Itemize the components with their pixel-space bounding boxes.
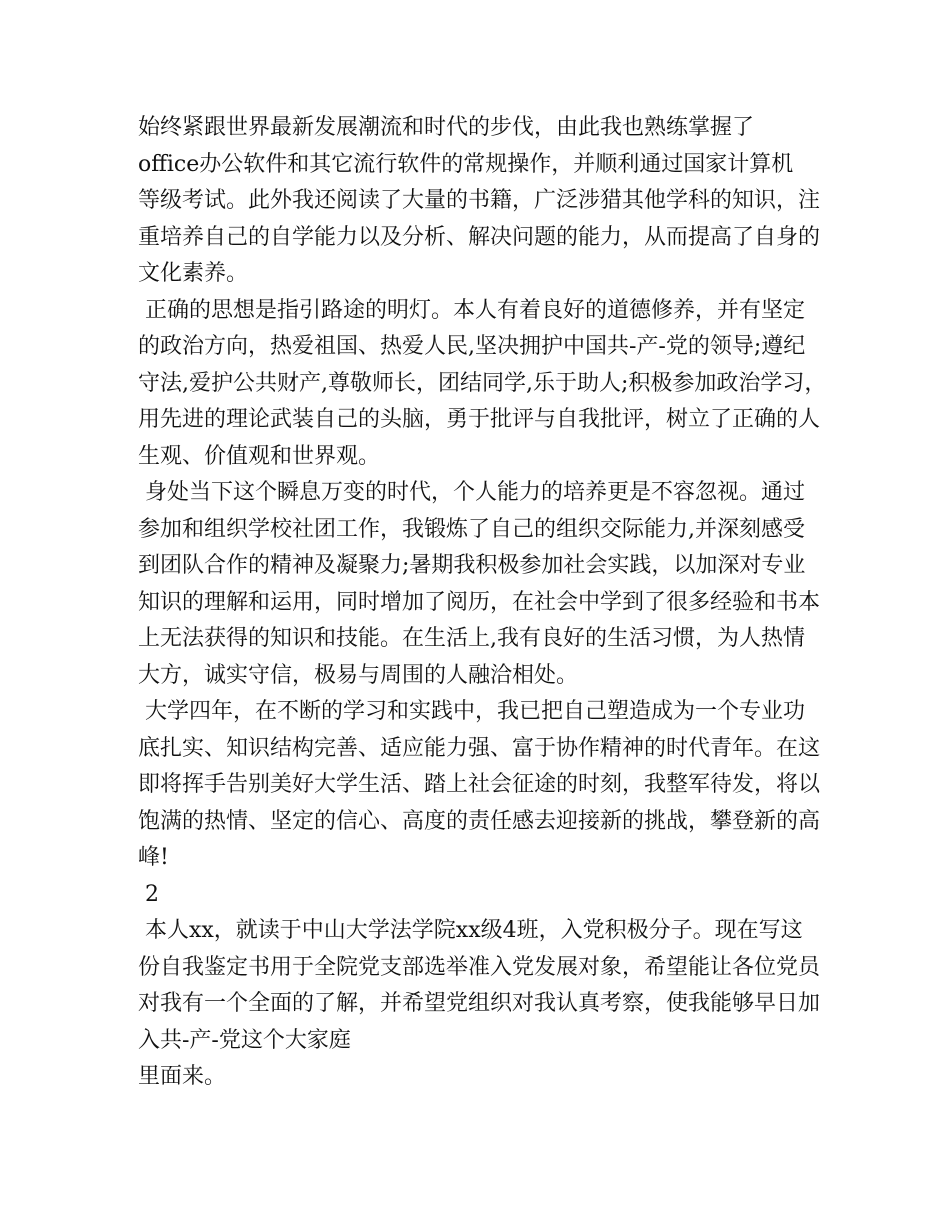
text-line: 即将挥手告别美好大学生活、踏上社会征途的时刻，我整军待发，将以 bbox=[138, 772, 821, 797]
page-number: 2 bbox=[138, 881, 159, 907]
text-line: 身处当下这个瞬息万变的时代，个人能力的培养更是不容忽视。通过 bbox=[138, 480, 805, 505]
text-line: 里面来。 bbox=[138, 1064, 227, 1089]
text-line: 大学四年，在不断的学习和实践中，我已把自己塑造成为一个专业功 bbox=[138, 699, 805, 724]
text-line: 守法,爱护公共财产,尊敬师长，团结同学,乐于助人;积极参加政治学习， bbox=[138, 370, 827, 396]
text-line: 的政治方向，热爱祖国、热爱人民,坚决拥护中国共-产-党的领导;遵纪 bbox=[138, 334, 806, 359]
text-line: 等级考试。此外我还阅读了大量的书籍，广泛涉猎其他学科的知识，注 bbox=[138, 188, 821, 213]
text-line: 份自我鉴定书用于全院党支部选举准入党发展对象，希望能让各位党员 bbox=[138, 954, 821, 980]
text-line: office办公软件和其它流行软件的常规操作，并顺利通过国家计算机 bbox=[138, 151, 794, 177]
text-line: 文化素养。 bbox=[138, 261, 249, 286]
text-line: 用先进的理论武装自己的头脑，勇于批评与自我批评，树立了正确的人 bbox=[138, 407, 821, 432]
text-line: 知识的理解和运用，同时增加了阅历，在社会中学到了很多经验和书本 bbox=[138, 589, 821, 615]
text-line: 大方，诚实守信，极易与周围的人融洽相处。 bbox=[138, 662, 579, 688]
text-line: 上无法获得的知识和技能。在生活上,我有良好的生活习惯，为人热情 bbox=[138, 626, 805, 651]
text-line: 底扎实、知识结构完善、适应能力强、富于协作精神的时代青年。在这 bbox=[138, 735, 821, 761]
document-body bbox=[138, 110, 828, 1096]
text-line: 入共-产-党这个大家庭 bbox=[138, 1027, 351, 1053]
text-line: 生观、价值观和世界观。 bbox=[138, 443, 381, 469]
text-line: 到团队合作的精神及凝聚力;暑期我积极参加社会实践，以加深对专业 bbox=[138, 553, 806, 578]
text-line: 正确的思想是指引路途的明灯。本人有着良好的道德修养，并有坚定 bbox=[138, 297, 805, 323]
text-line: 始终紧跟世界最新发展潮流和时代的步伐，由此我也熟练掌握了 bbox=[138, 115, 755, 140]
text-line: 饱满的热情、坚定的信心、高度的责任感去迎接新的挑战，攀登新的高 bbox=[138, 808, 821, 834]
text-line: 峰! bbox=[138, 845, 169, 870]
text-line: 重培养自己的自学能力以及分析、解决问题的能力，从而提高了自身的 bbox=[138, 224, 821, 250]
text-line: 本人xx，就读于中山大学法学院xx级4班，入党积极分子。现在写这 bbox=[138, 918, 803, 943]
text-line: 参加和组织学校社团工作，我锻炼了自己的组织交际能力,并深刻感受 bbox=[138, 516, 805, 542]
text-line: 对我有一个全面的了解，并希望党组织对我认真考察，使我能够早日加 bbox=[138, 991, 821, 1016]
